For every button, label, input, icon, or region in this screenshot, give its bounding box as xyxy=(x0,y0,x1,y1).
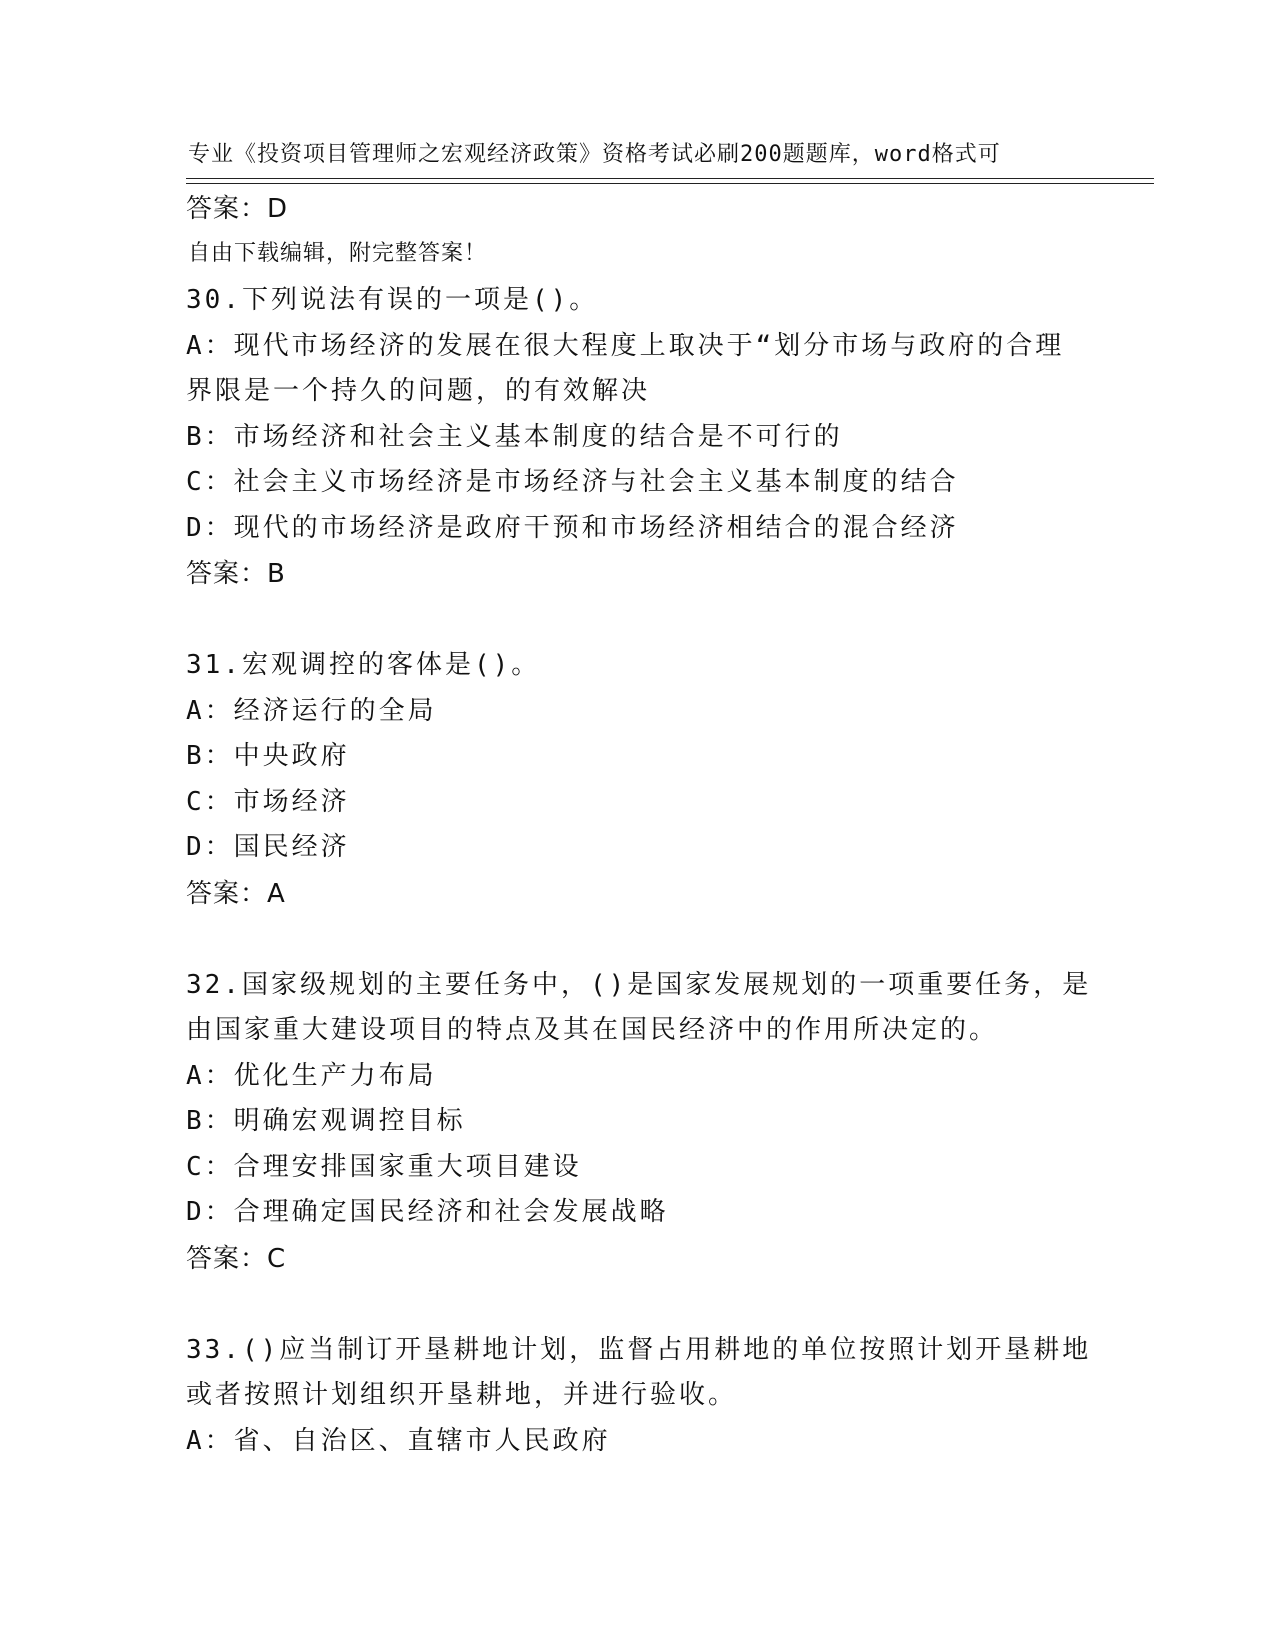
header-divider xyxy=(186,178,1154,179)
answer-line: 答案：D xyxy=(186,194,289,224)
question-block xyxy=(186,1328,1092,1465)
header-divider xyxy=(186,183,1154,184)
answer-line: 答案：C xyxy=(186,1243,287,1274)
question-option: A：优化生产力布局 xyxy=(186,1060,437,1091)
question-option: B：市场经济和社会主义基本制度的结合是不可行的 xyxy=(186,421,843,452)
question-stem: 33.()应当制订开垦耕地计划，监督占用耕地的单位按照计划开垦耕地 xyxy=(186,1334,1092,1365)
question-block xyxy=(186,963,1092,1282)
header-line: 专业《投资项目管理师之宏观经济政策》资格考试必刷200题题库，word格式可 xyxy=(188,142,1001,167)
question-stem: 30.下列说法有误的一项是()。 xyxy=(186,285,599,315)
question-block xyxy=(186,643,1086,917)
question-option: B：中央政府 xyxy=(186,741,350,771)
question-option: D：合理确定国民经济和社会发展战略 xyxy=(186,1197,669,1227)
spacer xyxy=(186,917,1086,963)
answer-line: 答案：B xyxy=(186,559,286,589)
question-option: C：社会主义市场经济是市场经济与社会主义基本制度的结合 xyxy=(186,467,959,497)
spacer xyxy=(186,1282,1086,1328)
question-option: A：经济运行的全局 xyxy=(186,695,437,726)
question-stem: 由国家重大建设项目的特点及其在国民经济中的作用所决定的。 xyxy=(186,1015,999,1045)
question-option: 界限是一个持久的问题，的有效解决 xyxy=(186,376,651,406)
question-option: C：合理安排国家重大项目建设 xyxy=(186,1151,582,1182)
question-option: D：国民经济 xyxy=(186,832,350,862)
question-option: C：市场经济 xyxy=(186,786,350,817)
question-block xyxy=(186,278,1086,597)
question-option: A：现代市场经济的发展在很大程度上取决于“划分市场与政府的合理 xyxy=(186,330,1065,361)
header-line: 自由下载编辑，附完整答案！ xyxy=(188,241,488,266)
question-list xyxy=(186,186,1092,1464)
question-stem: 32.国家级规划的主要任务中，()是国家发展规划的一项重要任务，是 xyxy=(186,969,1092,1000)
question-stem: 或者按照计划组织开垦耕地，并进行验收。 xyxy=(186,1380,738,1410)
spacer xyxy=(186,232,1086,278)
spacer xyxy=(186,597,1086,643)
question-option: B：明确宏观调控目标 xyxy=(186,1106,466,1136)
question-option: D：现代的市场经济是政府干预和市场经济相结合的混合经济 xyxy=(186,512,959,543)
question-stem: 31.宏观调控的客体是()。 xyxy=(186,650,541,680)
question-option: A：省、自治区、直辖市人民政府 xyxy=(186,1425,611,1456)
answer-line: 答案：A xyxy=(186,878,286,909)
